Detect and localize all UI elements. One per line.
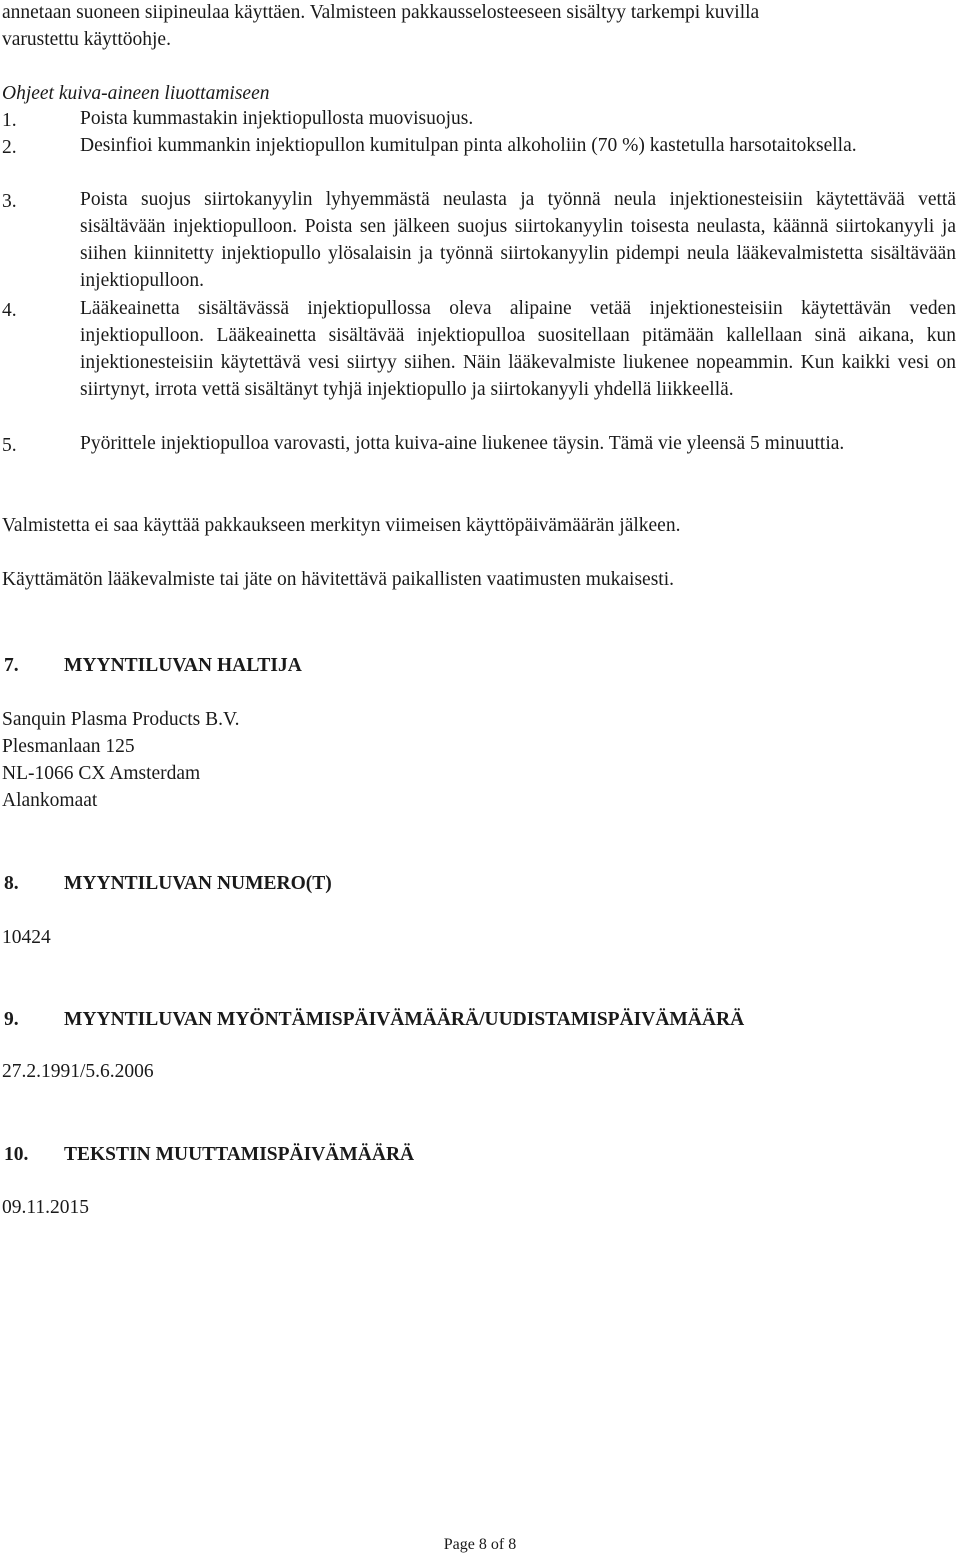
instructions-title: Ohjeet kuiva-aineen liuottamiseen xyxy=(2,83,270,104)
section-7-number: 7. xyxy=(4,655,19,676)
holder-city: NL-1066 CX Amsterdam xyxy=(2,763,201,784)
holder-street: Plesmanlaan 125 xyxy=(2,736,135,757)
disposal-paragraph: Käyttämätön lääkevalmiste tai jäte on hävitettävä paikallisten vaatimusten mukaisesti. xyxy=(2,569,674,590)
holder-country: Alankomaat xyxy=(2,790,98,811)
section-8-number: 8. xyxy=(4,873,19,894)
authorisation-dates: 27.2.1991/5.6.2006 xyxy=(2,1061,154,1082)
expiry-paragraph: Valmistetta ei saa käyttää pakkaukseen merkityn viimeisen käyttöpäivämäärän jälkeen. xyxy=(2,515,681,536)
instruction-text-3: Poista suojus siirtokanyylin lyhyemmästä neulasta ja työnnä neula injektionesteisiin käytettävää vettä sisältävään injektiopulloon. Poista sen jälkeen suojus siirtokanyylin toisesta neulasta, käännä siirtokanyyli ja siihen kiinnitetty injektiopullo ylösalaisin ja työnnä siirtokanyylin pidempi neula lääkevalmistetta sisältävään injektiopulloon. xyxy=(80,189,956,291)
instruction-number-4: 4. xyxy=(2,300,17,321)
instruction-number-1: 1. xyxy=(2,110,17,131)
page-number: Page 8 of 8 xyxy=(443,1536,517,1553)
instruction-number-3: 3. xyxy=(2,191,17,212)
instruction-text-4: Lääkeainetta sisältävässä injektiopullossa oleva alipaine vetää injektionesteisiin käytettävän veden injektiopulloon. Lääkeainetta sisältävää injektiopulloa suositellaan pitämään kallellaan sinä aikana, kun injektionesteisiin käytettävä vesi siirtyy siihen. Näin lääkevalmiste liukenee nopeammin. Kun kaikki vesi on siirtynyt, irrota vettä sisältänyt tyhjä injektiopullo ja siirtokanyyli yhdellä liikkeellä. xyxy=(80,298,956,400)
authorisation-number: 10424 xyxy=(2,927,51,948)
intro-line-2: varustettu käyttöohje. xyxy=(2,29,171,50)
holder-name: Sanquin Plasma Products B.V. xyxy=(2,709,240,730)
section-8-title: MYYNTILUVAN NUMERO(T) xyxy=(64,873,332,894)
section-9-title: MYYNTILUVAN MYÖNTÄMISPÄIVÄMÄÄRÄ/UUDISTAMISPÄIVÄMÄÄRÄ xyxy=(64,1009,745,1030)
intro-line-1: annetaan suoneen siipineulaa käyttäen. Valmisteen pakkausselosteeseen sisältyy tarkempi kuvilla xyxy=(2,2,760,23)
section-10-title: TEKSTIN MUUTTAMISPÄIVÄMÄÄRÄ xyxy=(64,1144,415,1165)
revision-date: 09.11.2015 xyxy=(2,1197,90,1218)
instruction-text-2: Desinfioi kummankin injektiopullon kumitulpan pinta alkoholiin (70 %) kastetulla harsotaitoksella. xyxy=(80,135,857,156)
section-9-number: 9. xyxy=(4,1009,19,1030)
instruction-number-2: 2. xyxy=(2,137,17,158)
instruction-number-5: 5. xyxy=(2,435,17,456)
section-10-number: 10. xyxy=(4,1144,29,1165)
instruction-text-5: Pyörittele injektiopulloa varovasti, jotta kuiva-aine liukenee täysin. Tämä vie yleensä 5 minuuttia. xyxy=(80,433,845,454)
section-7-title: MYYNTILUVAN HALTIJA xyxy=(64,655,302,676)
instruction-text-1: Poista kummastakin injektiopullosta muovisuojus. xyxy=(80,108,474,129)
